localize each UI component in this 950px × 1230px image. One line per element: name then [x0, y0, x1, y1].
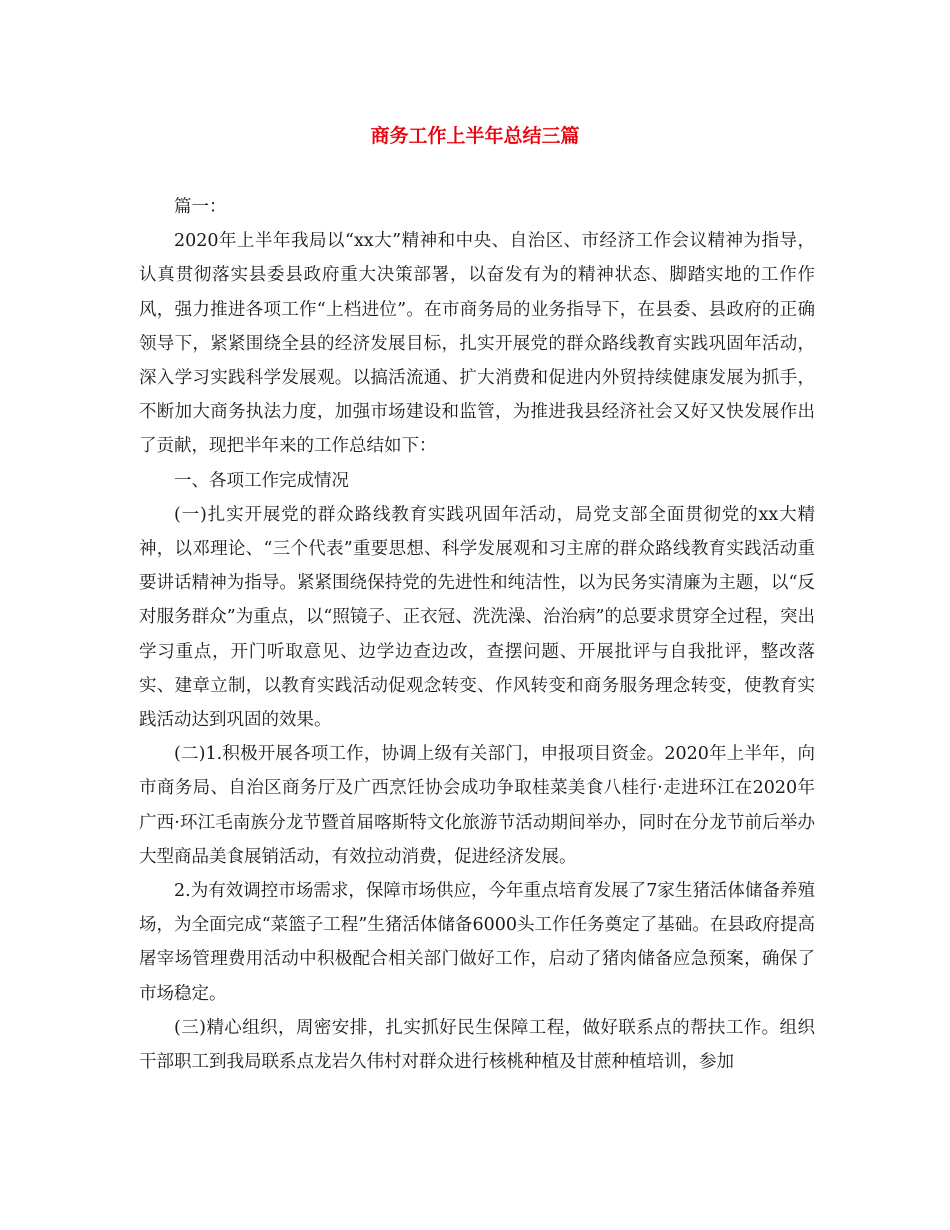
- paragraph-intro: 2020年上半年我局以“xx大”精神和中央、自治区、市经济工作会议精神为指导，认真贯彻落实县委县政府重大决策部署，以奋发有为的精神状态、脚踏实地的工作作风，强力推进各项工作“上档进位”。在市商务局的业务指导下，在县委、县政府的正确领导下，紧紧围绕全县的经济发展目标，扎实开展党的群众路线教育实践巩固年活动，深入学习实践科学发展观。以搞活流通、扩大消费和促进内外贸持续健康发展为抓手，不断加大商务执法力度，加强市场建设和监管，为推进我县经济社会又好又快发展作出了贡献，现把半年来的工作总结如下：: [139, 231, 815, 457]
- paragraph-part-1: (一)扎实开展党的群众路线教育实践巩固年活动，局党支部全面贯彻党的xx大精神，以邓理论、“三个代表”重要思想、科学发展观和习主席的群众路线教育实践活动重要讲话精神为指导。紧紧围绕保持党的先进性和纯洁性，以为民务实清廉为主题，以“反对服务群众”为重点，以“照镜子、正衣冠、洗洗澡、治治病”的总要求贯穿全过程，突出学习重点，开门听取意见、边学边查边改，查摆问题、开展批评与自我批评，整改落实、建章立制，以教育实践活动促观念转变、作风转变和商务服务理念转变，使教育实践活动达到巩固的效果。: [139, 504, 815, 731]
- paragraph-part-3: (三)精心组织，周密安排，扎实抓好民生保障工程，做好联系点的帮扶工作。组织干部职工到我局联系点龙岩久伟村对群众进行核桃种植及甘蔗种植培训，参加: [139, 1017, 815, 1073]
- section-heading: 一、各项工作完成情况: [174, 470, 349, 491]
- section-label: 篇一：: [174, 197, 227, 217]
- paragraph-part-2-2: 2.为有效调控市场需求，保障市场供应，今年重点培育发展了7家生猪活体储备养殖场，为全面完成“菜篮子工程”生猪活体储备6000头工作任务奠定了基础。在县政府提高屠宰场管理费用活动中积极配合相关部门做好工作，启动了猪肉储备应急预案，确保了市场稳定。: [139, 881, 815, 1004]
- paragraph-part-2-1: (二)1.积极开展各项工作，协调上级有关部门，申报项目资金。2020年上半年，向市商务局、自治区商务厅及广西烹饪协会成功争取桂菜美食八桂行·走进环江在2020年广西·环江毛南族分龙节暨首届喀斯特文化旅游节活动期间举办，同时在分龙节前后举办大型商品美食展销活动，有效拉动消费，促进经济发展。: [139, 744, 815, 867]
- document-title: 商务工作上半年总结三篇: [370, 125, 580, 147]
- document-body: [139, 190, 815, 1079]
